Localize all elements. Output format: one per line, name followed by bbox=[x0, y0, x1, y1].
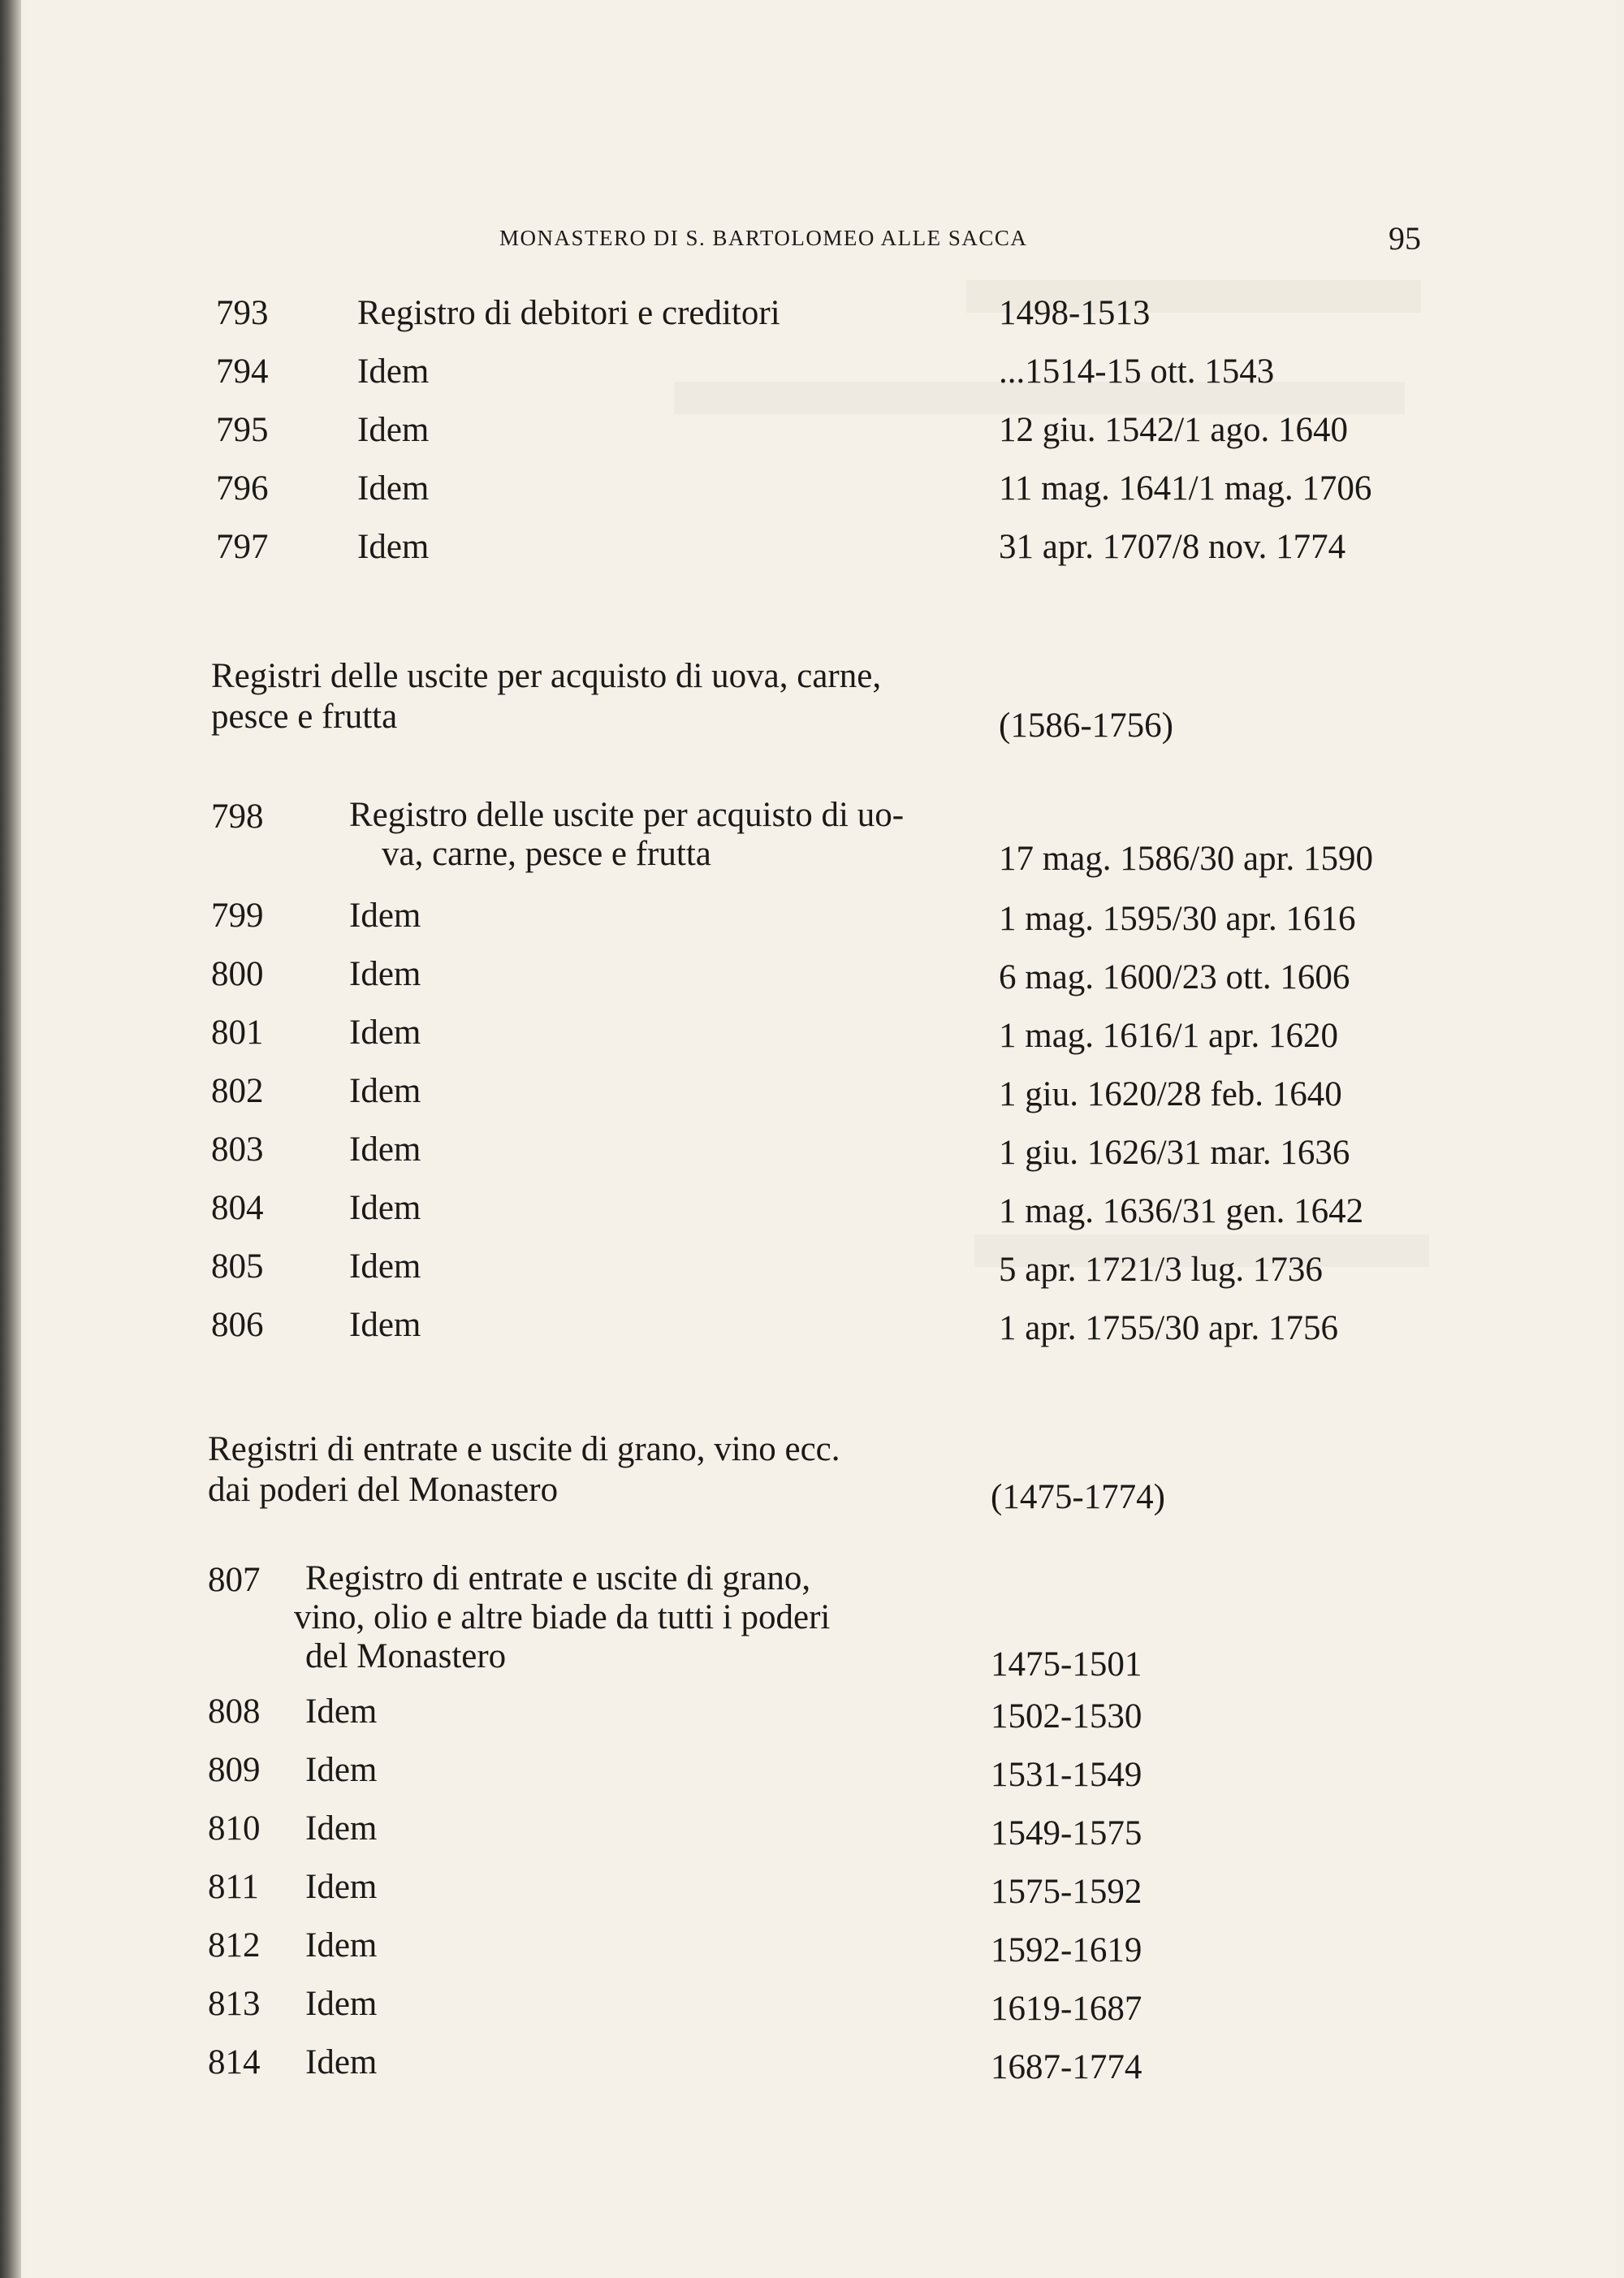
section-title-line: pesce e frutta bbox=[211, 698, 398, 736]
entry-number: 807 bbox=[208, 1561, 261, 1599]
entry-number: 811 bbox=[208, 1868, 259, 1906]
entry-description-line: va, carne, pesce e frutta bbox=[382, 835, 711, 873]
entry-date: 1531-1549 bbox=[991, 1756, 1142, 1794]
entry-date: 1 mag. 1636/31 gen. 1642 bbox=[999, 1192, 1364, 1230]
entry-description: Idem bbox=[305, 1868, 378, 1906]
entry-description: Idem bbox=[349, 1014, 421, 1052]
entry-date: 1 giu. 1626/31 mar. 1636 bbox=[999, 1134, 1350, 1172]
entry-number: 793 bbox=[216, 294, 269, 332]
entry-date: 1619-1687 bbox=[991, 1990, 1142, 2028]
entry-number: 798 bbox=[211, 798, 264, 836]
entry-number: 812 bbox=[208, 1926, 261, 1965]
book-gutter-shadow bbox=[0, 0, 21, 2278]
entry-description-line: Registro di entrate e uscite di grano, bbox=[305, 1559, 811, 1597]
entry-number: 801 bbox=[211, 1014, 264, 1052]
entry-number: 794 bbox=[216, 352, 269, 391]
entry-number: 808 bbox=[208, 1692, 261, 1731]
entry-date: 1 giu. 1620/28 feb. 1640 bbox=[999, 1075, 1342, 1113]
entry-description: Idem bbox=[357, 352, 430, 391]
entry-description: Idem bbox=[349, 897, 421, 935]
entry-description: Idem bbox=[305, 1926, 378, 1965]
entry-description: Idem bbox=[305, 1985, 378, 2023]
entry-date: 1592-1619 bbox=[991, 1931, 1142, 1969]
entry-number: 802 bbox=[211, 1072, 264, 1110]
entry-description: Idem bbox=[349, 1306, 421, 1344]
entry-date: 1687-1774 bbox=[991, 2048, 1142, 2086]
entry-description: Idem bbox=[349, 1072, 421, 1110]
entry-description: Idem bbox=[349, 1189, 421, 1227]
entry-description: Registro di debitori e creditori bbox=[357, 294, 780, 332]
entry-date: 1475-1501 bbox=[991, 1645, 1142, 1684]
entry-number: 797 bbox=[216, 528, 269, 566]
section-title-line: Registri delle uscite per acquisto di uova, carne, bbox=[211, 657, 882, 695]
section-heading bbox=[211, 656, 991, 737]
entry-number: 806 bbox=[211, 1306, 264, 1344]
entry-date: 1502-1530 bbox=[991, 1697, 1142, 1736]
entry-date: 31 apr. 1707/8 nov. 1774 bbox=[999, 528, 1346, 566]
entry-description: Idem bbox=[305, 2043, 378, 2081]
entry-date: 1549-1575 bbox=[991, 1814, 1142, 1852]
entry-description-line: del Monastero bbox=[305, 1637, 507, 1675]
entry-description: Idem bbox=[357, 469, 430, 508]
entry-number: 810 bbox=[208, 1809, 261, 1848]
entry-description: Idem bbox=[305, 1809, 378, 1848]
section-date-range: (1475-1774) bbox=[991, 1478, 1165, 1516]
section-title-line: dai poderi del Monastero bbox=[208, 1471, 559, 1509]
entry-description-line: vino, olio e altre biade da tutti i poderi bbox=[294, 1598, 831, 1636]
entry-date: 6 mag. 1600/23 ott. 1606 bbox=[999, 958, 1350, 996]
entry-description: Idem bbox=[357, 411, 430, 449]
entry-date: 1575-1592 bbox=[991, 1873, 1142, 1911]
entry-date: 5 apr. 1721/3 lug. 1736 bbox=[999, 1251, 1323, 1289]
entry-number: 799 bbox=[211, 897, 264, 935]
book-page bbox=[24, 0, 1616, 2278]
page-number: 95 bbox=[1389, 220, 1421, 257]
entry-number: 796 bbox=[216, 469, 269, 508]
entry-number: 809 bbox=[208, 1751, 261, 1789]
entry-date: 11 mag. 1641/1 mag. 1706 bbox=[999, 469, 1372, 508]
entry-number: 814 bbox=[208, 2043, 261, 2081]
entry-description: Idem bbox=[349, 1247, 421, 1286]
entry-date: 1 mag. 1616/1 apr. 1620 bbox=[999, 1017, 1339, 1055]
entry-date: 17 mag. 1586/30 apr. 1590 bbox=[999, 840, 1374, 878]
entry-number: 803 bbox=[211, 1130, 264, 1169]
entry-description: Idem bbox=[305, 1692, 378, 1731]
entry-description: Idem bbox=[357, 528, 430, 566]
entry-date: 1498-1513 bbox=[999, 294, 1151, 332]
entry-number: 800 bbox=[211, 955, 264, 993]
header-title: MONASTERO DI S. BARTOLOMEO ALLE SACCA bbox=[499, 226, 1028, 250]
section-date-range: (1586-1756) bbox=[999, 707, 1173, 745]
entry-description: Idem bbox=[349, 1130, 421, 1169]
entry-date: 1 mag. 1595/30 apr. 1616 bbox=[999, 900, 1356, 938]
entry-date: 12 giu. 1542/1 ago. 1640 bbox=[999, 411, 1348, 449]
entry-number: 805 bbox=[211, 1247, 264, 1286]
entry-description: Idem bbox=[305, 1751, 378, 1789]
entry-number: 813 bbox=[208, 1985, 261, 2023]
entry-number: 804 bbox=[211, 1189, 264, 1227]
entry-date: ...1514-15 ott. 1543 bbox=[999, 352, 1275, 391]
section-heading bbox=[208, 1429, 987, 1511]
entry-date: 1 apr. 1755/30 apr. 1756 bbox=[999, 1309, 1339, 1347]
entry-description-line: Registro delle uscite per acquisto di uo- bbox=[349, 796, 905, 834]
entry-description: Idem bbox=[349, 955, 421, 993]
entry-description bbox=[294, 1559, 971, 1676]
entry-number: 795 bbox=[216, 411, 269, 449]
section-title-line: Registri di entrate e uscite di grano, vino ecc. bbox=[208, 1430, 840, 1468]
entry-description bbox=[349, 796, 983, 874]
